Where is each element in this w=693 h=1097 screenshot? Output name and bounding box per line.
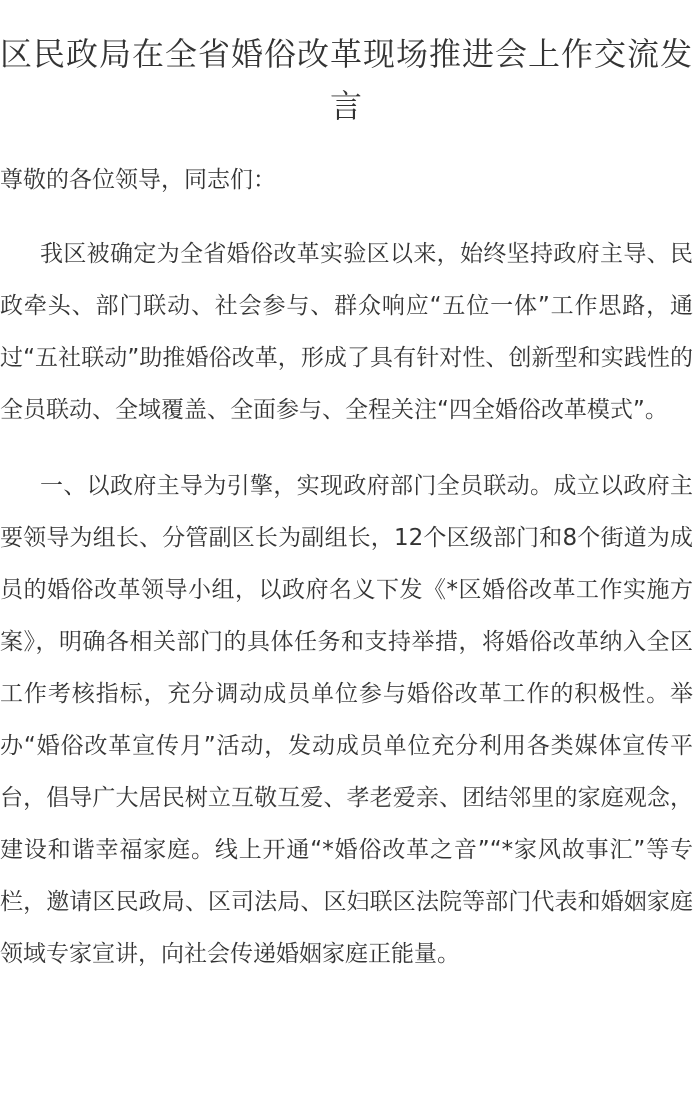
document-title: 区民政局在全省婚俗改革现场推进会上作交流发言 [0,35,693,125]
paragraph-intro: 我区被确定为全省婚俗改革实验区以来，始终坚持政府主导、民政牵头、部门联动、社会参与、群众响应“五位一体”工作思路，通过“五社联动”助推婚俗改革，形成了具有针对性、创新型和实践性的全员联动、全域覆盖、全面参与、全程关注“四全婚俗改革模式”。 [0,241,693,423]
salutation: 尊敬的各位领导，同志们： [0,167,276,193]
paragraph-section-one: 一、以政府主导为引擎，实现政府部门全员联动。成立以政府主要领导为组长、分管副区长为副组长，12个区级部门和8个街道为成员的婚俗改革领导小组，以政府名义下发《*区婚俗改革工作实施方案》，明确各相关部门的具体任务和支持举措，将婚俗改革纳入全区工作考核指标，充分调动成员单位参与婚俗改革工作的积极性。举办“婚俗改革宣传月”活动，发动成员单位充分利用各类媒体宣传平台，倡导广大居民树立互敬互爱、孝老爱亲、团结邻里的家庭观念，建设和谐幸福家庭。线上开通“*婚俗改革之音”“*家风故事汇”等专栏，邀请区民政局、区司法局、区妇联区法院等部门代表和婚姻家庭领域专家宣讲，向社会传递婚姻家庭正能量。 [0,473,693,967]
